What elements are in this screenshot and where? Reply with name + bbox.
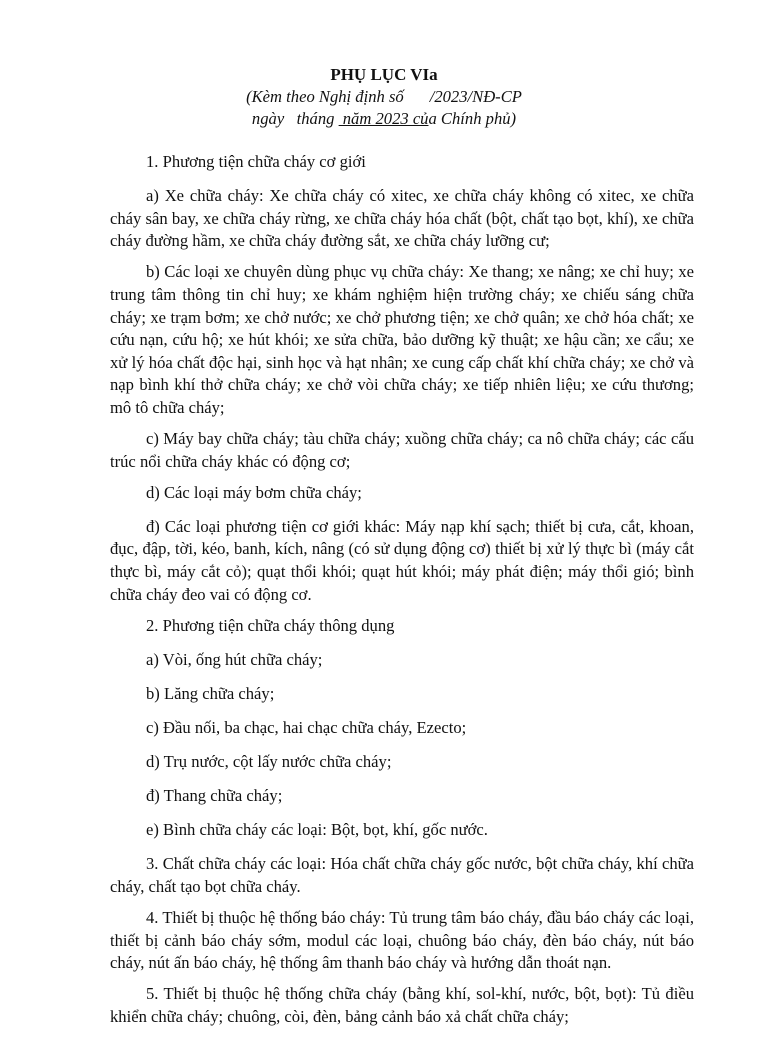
list-item: c) Đầu nối, ba chạc, hai chạc chữa cháy, Ezecto; [146, 717, 467, 737]
list-item: d) Các loại máy bơm chữa cháy; [146, 482, 362, 502]
section-heading: 3. Chất chữa cháy các loại: Hóa chất chữa cháy gốc nước, bột chữa cháy, khí chữa cháy, chất tạo bọt chữa cháy. [110, 854, 694, 896]
decree-reference-prefix: (Kèm theo Nghị định số [246, 87, 404, 106]
section-heading: 4. Thiết bị thuộc hệ thống báo cháy: Tủ trung tâm báo cháy, đầu báo cháy các loại, thiết bị cảnh báo cháy sớm, modul các loại, chuông báo cháy, đèn báo cháy, nút báo cháy, nút ấn báo cháy, hệ thống âm thanh báo cháy và hướng dẫn thoát nạn. [110, 908, 694, 973]
decree-reference-number: /2023/NĐ-CP [429, 87, 522, 106]
decree-date-day: ngày [251, 109, 285, 128]
decree-date-year: năm 2023 củ [338, 109, 429, 128]
list-item: e) Bình chữa cháy các loại: Bột, bọt, khí, gốc nước. [146, 820, 488, 840]
list-item: b) Các loại xe chuyên dùng phục vụ chữa cháy: Xe thang; xe nâng; xe chỉ huy; xe trung tâm thông tin chỉ huy; xe khám nghiệm hiện trường cháy; xe chiếu sáng chữa cháy; xe trạm bơm; xe chở nước; xe chở phương tiện; xe chở quân; xe chở hóa chất; xe cứu nạn, cứu hộ; xe hút khói; xe sửa chữa, bảo dưỡng kỹ thuật; xe hậu cần; xe cẩu; xe xử lý hóa chất độc hại, sinh học và hạt nhân; xe cung cấp chất khí chữa cháy; xe chở và nạp bình khí thở chữa cháy; xe chở vòi chữa cháy; xe tiếp nhiên liệu; xe cứu thương; mô tô chữa cháy; [110, 262, 694, 417]
decree-reference [0, 86, 768, 108]
decree-date [0, 108, 768, 130]
appendix-title: PHỤ LỤC VIa [330, 65, 438, 84]
list-item: c) Máy bay chữa cháy; tàu chữa cháy; xuồng chữa cháy; ca nô chữa cháy; các cấu trúc nổi chữa cháy khác có động cơ; [110, 429, 694, 471]
decree-date-issuer: a Chính phủ) [428, 109, 517, 128]
list-item: đ) Các loại phương tiện cơ giới khác: Máy nạp khí sạch; thiết bị cưa, cắt, khoan, đục, đập, tời, kéo, banh, kích, nâng (có sử dụng động cơ) thiết bị xử lý thực bì (máy cắt thực bì, máy cắt cỏ); quạt thổi khói; quạt hút khói; máy phát điện; máy thổi gió; bình chữa cháy đeo vai có động cơ. [110, 516, 694, 604]
document-body [110, 151, 694, 1037]
decree-date-month: tháng [296, 109, 335, 128]
document-header [0, 64, 768, 130]
list-item: a) Xe chữa cháy: Xe chữa cháy có xitec, xe chữa cháy không có xitec, xe chữa cháy sân bay, xe chữa cháy rừng, xe chữa cháy hóa chất (bột, chất tạo bọt, khí), xe chữa cháy đường hầm, xe chữa cháy đường sắt, xe chữa cháy lưỡng cư; [110, 186, 694, 251]
list-item: a) Vòi, ống hút chữa cháy; [146, 649, 323, 669]
list-item: đ) Thang chữa cháy; [146, 786, 283, 806]
list-item: b) Lăng chữa cháy; [146, 683, 275, 703]
section-heading: 1. Phương tiện chữa cháy cơ giới [146, 152, 366, 171]
section-heading: 5. Thiết bị thuộc hệ thống chữa cháy (bằng khí, sol-khí, nước, bột, bọt): Tủ điều khiển chữa cháy; chuông, còi, đèn, bảng cảnh báo xả chất chữa cháy; [110, 984, 694, 1026]
section-heading: 2. Phương tiện chữa cháy thông dụng [146, 615, 395, 635]
list-item: d) Trụ nước, cột lấy nước chữa cháy; [146, 752, 392, 772]
